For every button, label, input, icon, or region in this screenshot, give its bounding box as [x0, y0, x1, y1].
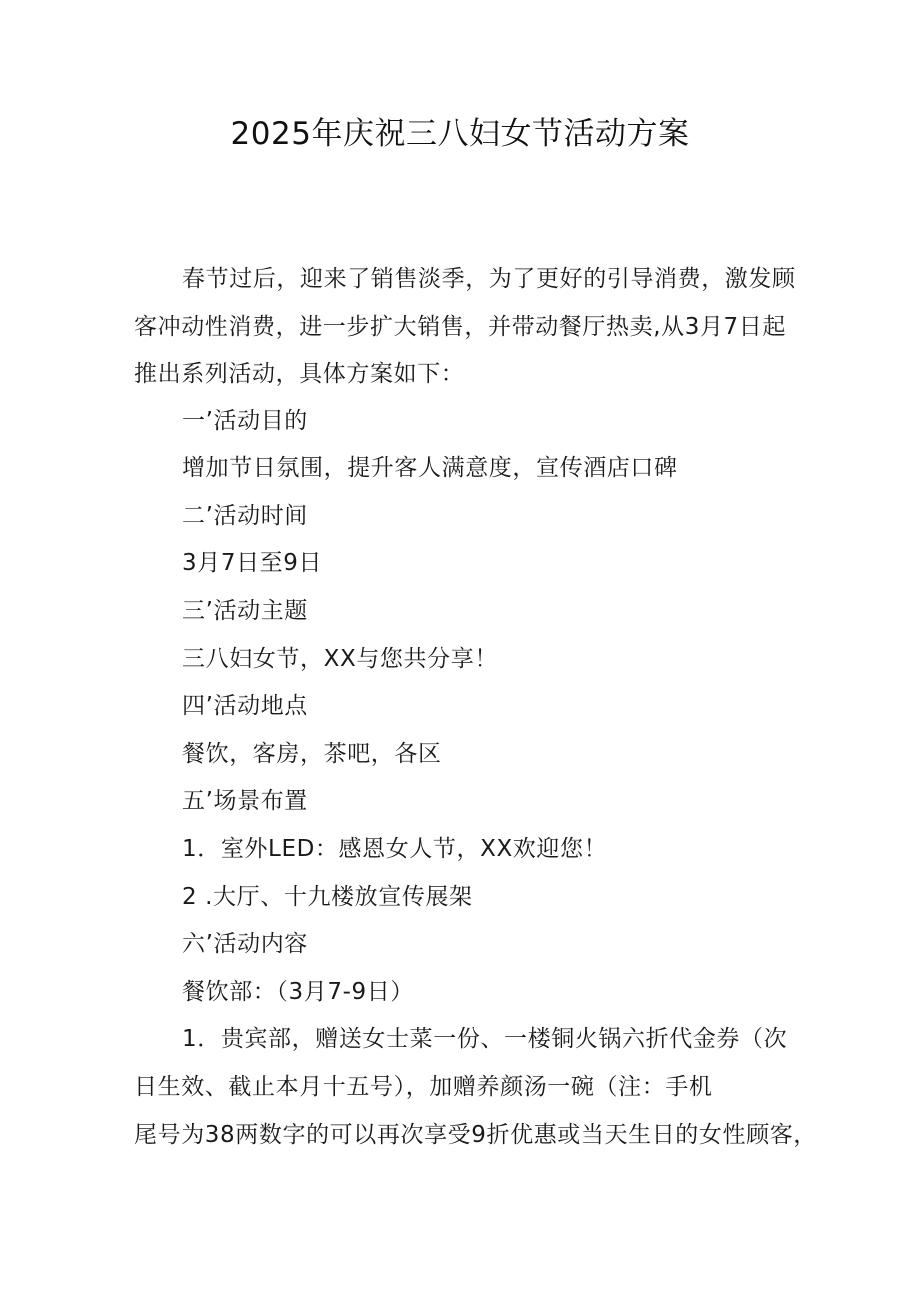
intro-line-3: 推出系列活动，具体方案如下：: [134, 361, 465, 387]
section-6-item-1-line-3: 尾号为38两数字的可以再次享受9折优惠或当天生日的女性顾客，: [134, 1122, 817, 1148]
section-6-item-1-line-1: 1．贵宾部，赠送女士菜一份、一楼铜火锅六折代金券（次: [182, 1026, 788, 1052]
section-4-heading: 四’活动地点: [182, 693, 308, 719]
section-2-heading: 二’活动时间: [182, 503, 308, 529]
section-5-heading: 五’场景布置: [182, 788, 308, 814]
section-5-item-1: 1．室外LED：感恩女人节，XX欢迎您！: [182, 836, 608, 862]
intro-line-2: 客冲动性消费，进一步扩大销售，并带动餐厅热卖,从3月7日起: [134, 314, 786, 340]
section-3-heading: 三’活动主题: [182, 598, 308, 624]
intro-line-1: 春节过后，迎来了销售淡季，为了更好的引导消费，激发顾: [182, 266, 796, 292]
section-6-item-1-line-2: 日生效、截止本月十五号），加赠养颜汤一碗（注：手机: [134, 1074, 713, 1100]
section-6-heading: 六’活动内容: [182, 931, 308, 957]
section-3-body: 三八妇女节，XX与您共分享！: [182, 646, 498, 672]
section-4-body: 餐饮，客房，茶吧，各区: [182, 741, 442, 767]
section-1-heading: 一’活动目的: [182, 408, 308, 434]
section-1-body: 增加节日氛围，提升客人满意度，宣传酒店口碑: [182, 455, 678, 481]
section-5-item-2: 2 .大厅、十九楼放宣传展架: [182, 884, 473, 910]
section-2-body: 3月7日至9日: [182, 550, 323, 576]
section-6-subheading: 餐饮部：（3月7-9日）: [182, 979, 414, 1005]
document-title: 2025年庆祝三八妇女节活动方案: [230, 116, 690, 152]
